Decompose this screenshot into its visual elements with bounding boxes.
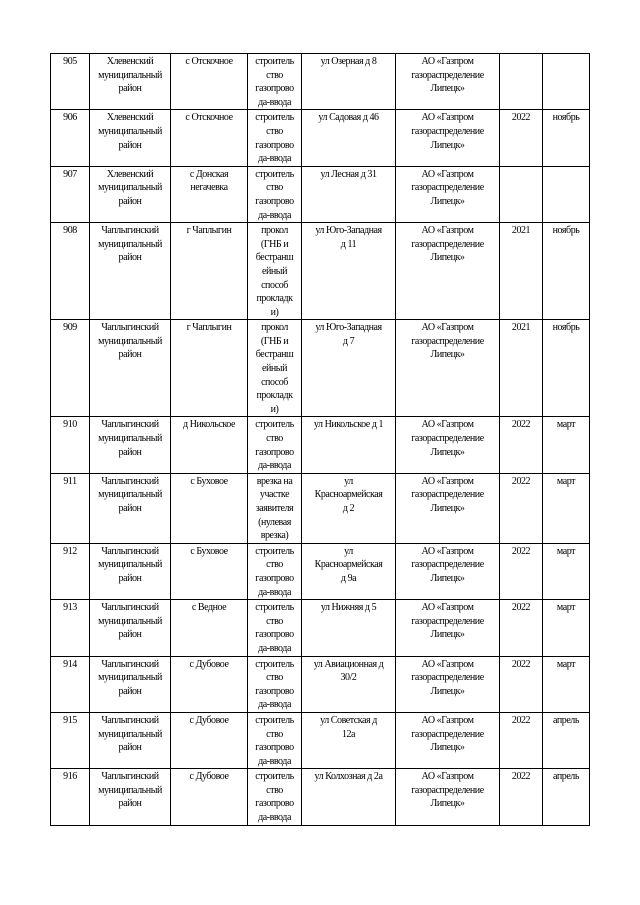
district-cell-text: Чаплыгинский муниципальный район (98, 771, 162, 810)
month-cell-text: ноябрь (552, 225, 580, 237)
district-cell (90, 166, 171, 222)
organization-cell (396, 166, 500, 222)
table-row (51, 600, 590, 656)
address-cell-text: ул Никольское д 1 (313, 419, 384, 431)
row-number-text: 905 (63, 56, 77, 67)
address-cell-text: ул Юго-Западная д 11 (315, 225, 382, 250)
year-cell (500, 320, 543, 417)
work-type-cell (248, 656, 302, 712)
month-cell (543, 769, 590, 825)
district-cell-text: Хлевенский муниципальный район (98, 56, 162, 95)
year-cell-text: 2022 (511, 602, 531, 614)
address-cell-text: ул Юго-Западная д 7 (315, 322, 382, 347)
address-cell (302, 543, 396, 599)
month-cell (543, 712, 590, 768)
row-number-text: 906 (63, 112, 77, 124)
month-cell (543, 417, 590, 473)
address-cell (302, 473, 396, 543)
district-cell (90, 473, 171, 543)
organization-cell-text: АО «Газпром газораспределение Липецк» (411, 112, 484, 151)
address-cell (302, 712, 396, 768)
settlement-cell-text: с Дубовое (189, 714, 229, 726)
year-cell-text: 2022 (511, 545, 531, 557)
work-type-cell (248, 166, 302, 222)
month-cell-text: апрель (553, 771, 579, 783)
settlement-cell (171, 54, 248, 110)
settlement-cell (171, 600, 248, 656)
organization-cell-text: АО «Газпром газораспределение Липецк» (411, 714, 484, 754)
year-cell (500, 769, 543, 825)
settlement-cell (171, 166, 248, 222)
district-cell (90, 600, 171, 656)
address-cell (302, 656, 396, 712)
organization-cell (396, 656, 500, 712)
table-body (51, 54, 590, 826)
district-cell-text: Чаплыгинский муниципальный район (98, 475, 162, 514)
table-row (51, 417, 590, 473)
table-row (51, 166, 590, 222)
row-number (51, 543, 90, 599)
month-cell-text: март (556, 658, 576, 670)
month-cell (543, 54, 590, 110)
settlement-cell (171, 543, 248, 599)
settlement-cell (171, 110, 248, 166)
organization-cell-text: АО «Газпром газораспределение Липецк» (411, 419, 484, 458)
address-cell (302, 417, 396, 473)
year-cell-text: 2021 (511, 225, 531, 237)
address-cell (302, 166, 396, 222)
work-type-cell (248, 600, 302, 656)
organization-cell-text: АО «Газпром газораспределение Липецк» (411, 545, 484, 584)
row-number-text: 907 (63, 168, 77, 180)
settlement-cell-text: г Чаплыгин (186, 322, 232, 334)
address-cell (302, 110, 396, 166)
settlement-cell-text: с Отскочное (185, 112, 233, 124)
settlement-cell-text: с Донская негачевка (189, 168, 229, 194)
district-cell (90, 656, 171, 712)
district-cell (90, 110, 171, 166)
district-cell (90, 417, 171, 473)
district-cell-text: Чаплыгинский муниципальный район (98, 658, 162, 697)
organization-cell-text: АО «Газпром газораспределение Липецк» (411, 658, 484, 697)
settlement-cell (171, 417, 248, 473)
organization-cell (396, 543, 500, 599)
work-type-cell (248, 543, 302, 599)
organization-cell-text: АО «Газпром газораспределение Липецк» (411, 771, 484, 810)
year-cell-text: 2022 (511, 475, 531, 487)
row-number-text: 911 (63, 475, 77, 487)
month-cell-text: март (556, 475, 576, 487)
organization-cell-text: АО «Газпром газораспределение Липецк» (411, 322, 484, 361)
month-cell-text: апрель (553, 714, 579, 726)
address-cell-text: ул Колхозная д 2а (314, 771, 383, 783)
year-cell-text: 2022 (511, 419, 531, 431)
row-number-text: 914 (63, 658, 77, 670)
district-cell-text: Чаплыгинский муниципальный район (98, 714, 162, 754)
table-row (51, 769, 590, 825)
address-cell (302, 320, 396, 417)
organization-cell (396, 712, 500, 768)
address-cell (302, 600, 396, 656)
year-cell (500, 223, 543, 320)
work-type-cell-text: строитель ство газопрово да-ввода (255, 602, 294, 654)
table-row (51, 110, 590, 166)
district-cell-text: Чаплыгинский муниципальный район (98, 322, 162, 361)
address-cell (302, 223, 396, 320)
row-number-text: 913 (63, 602, 77, 614)
year-cell (500, 110, 543, 166)
year-cell-text: 2022 (511, 714, 531, 726)
address-cell-text: ул Авиационная д 30/2 (313, 658, 384, 684)
year-cell (500, 656, 543, 712)
organization-cell-text: АО «Газпром газораспределение Липецк» (411, 602, 484, 641)
row-number-text: 916 (63, 771, 77, 783)
work-type-cell (248, 320, 302, 417)
district-cell-text: Хлевенский муниципальный район (98, 112, 162, 151)
organization-cell (396, 600, 500, 656)
data-table (50, 53, 590, 826)
organization-cell (396, 320, 500, 417)
settlement-cell (171, 712, 248, 768)
work-type-cell-text: строитель ство газопрово да-ввода (255, 168, 294, 221)
settlement-cell (171, 656, 248, 712)
year-cell (500, 166, 543, 222)
row-number (51, 110, 90, 166)
month-cell-text: март (556, 545, 576, 557)
address-cell-text: ул Озерная д 8 (320, 56, 377, 67)
year-cell (500, 473, 543, 543)
organization-cell (396, 223, 500, 320)
work-type-cell (248, 110, 302, 166)
district-cell-text: Чаплыгинский муниципальный район (98, 545, 162, 584)
table-row (51, 54, 590, 110)
row-number (51, 166, 90, 222)
row-number (51, 223, 90, 320)
work-type-cell-text: врезка на участке заявителя (нулевая врезка) (255, 475, 294, 542)
work-type-cell-text: строитель ство газопрово да-ввода (255, 56, 294, 108)
work-type-cell-text: строитель ство газопрово да-ввода (255, 419, 294, 472)
address-cell-text: ул Красноармейская д 2 (314, 475, 383, 514)
row-number (51, 320, 90, 417)
month-cell (543, 656, 590, 712)
month-cell (543, 110, 590, 166)
row-number (51, 712, 90, 768)
district-cell (90, 320, 171, 417)
row-number-text: 908 (63, 225, 77, 237)
month-cell (543, 320, 590, 417)
year-cell (500, 417, 543, 473)
settlement-cell (171, 473, 248, 543)
organization-cell-text: АО «Газпром газораспределение Липецк» (411, 475, 484, 514)
organization-cell (396, 473, 500, 543)
table-row (51, 473, 590, 543)
district-cell (90, 223, 171, 320)
settlement-cell-text: с Дубовое (189, 658, 229, 670)
organization-cell-text: АО «Газпром газораспределение Липецк» (411, 56, 484, 95)
row-number (51, 417, 90, 473)
address-cell-text: ул Садовая д 46 (318, 112, 379, 124)
district-cell-text: Чаплыгинский муниципальный район (98, 602, 162, 641)
settlement-cell-text: д Никольское (183, 419, 235, 431)
year-cell-text: 2021 (511, 322, 531, 334)
row-number (51, 600, 90, 656)
work-type-cell (248, 473, 302, 543)
settlement-cell (171, 769, 248, 825)
work-type-cell-text: строитель ство газопрово да-ввода (255, 658, 294, 711)
district-cell-text: Чаплыгинский муниципальный район (98, 419, 162, 458)
work-type-cell (248, 223, 302, 320)
settlement-cell-text: с Буховое (190, 545, 228, 557)
row-number (51, 473, 90, 543)
address-cell-text: ул Советская д 12а (320, 714, 377, 740)
settlement-cell-text: с Буховое (190, 475, 228, 487)
district-cell (90, 543, 171, 599)
table-row (51, 543, 590, 599)
month-cell (543, 166, 590, 222)
settlement-cell (171, 223, 248, 320)
district-cell-text: Хлевенский муниципальный район (98, 168, 162, 207)
row-number (51, 54, 90, 110)
row-number (51, 769, 90, 825)
organization-cell (396, 54, 500, 110)
settlement-cell (171, 320, 248, 417)
row-number-text: 915 (63, 714, 77, 726)
month-cell-text: март (556, 602, 576, 614)
address-cell-text: ул Нижняя д 5 (320, 602, 377, 614)
address-cell-text: ул Лесная д 31 (320, 168, 377, 180)
work-type-cell (248, 769, 302, 825)
row-number (51, 656, 90, 712)
month-cell-text: март (556, 419, 576, 431)
district-cell (90, 712, 171, 768)
work-type-cell (248, 54, 302, 110)
year-cell-text: 2022 (511, 658, 531, 670)
settlement-cell-text: с Ведное (191, 602, 227, 614)
address-cell-text: ул Красноармейская д 9а (314, 545, 383, 584)
organization-cell-text: АО «Газпром газораспределение Липецк» (411, 168, 484, 207)
settlement-cell-text: с Дубовое (189, 771, 229, 783)
table-row (51, 223, 590, 320)
year-cell (500, 600, 543, 656)
table-row (51, 656, 590, 712)
work-type-cell-text: прокол (ГНБ и бестранш ейный способ прокладк и) (255, 322, 294, 415)
table-row (51, 320, 590, 417)
table-row (51, 712, 590, 768)
work-type-cell-text: прокол (ГНБ и бестранш ейный способ прокладк и) (255, 225, 294, 318)
year-cell (500, 54, 543, 110)
organization-cell (396, 110, 500, 166)
month-cell-text: ноябрь (552, 322, 580, 334)
month-cell (543, 223, 590, 320)
work-type-cell-text: строитель ство газопрово да-ввода (255, 771, 294, 824)
address-cell (302, 769, 396, 825)
work-type-cell-text: строитель ство газопрово да-ввода (255, 545, 294, 598)
district-cell (90, 54, 171, 110)
organization-cell (396, 769, 500, 825)
month-cell (543, 543, 590, 599)
organization-cell-text: АО «Газпром газораспределение Липецк» (411, 225, 484, 264)
work-type-cell (248, 712, 302, 768)
settlement-cell-text: с Отскочное (185, 56, 233, 67)
address-cell (302, 54, 396, 110)
year-cell (500, 543, 543, 599)
year-cell-text: 2022 (511, 112, 531, 124)
settlement-cell-text: г Чаплыгин (186, 225, 232, 237)
year-cell-text: 2022 (511, 771, 531, 783)
month-cell-text: ноябрь (552, 112, 580, 124)
work-type-cell-text: строитель ство газопрово да-ввода (255, 112, 294, 165)
month-cell (543, 473, 590, 543)
row-number-text: 910 (63, 419, 77, 431)
organization-cell (396, 417, 500, 473)
work-type-cell-text: строитель ство газопрово да-ввода (255, 714, 294, 767)
year-cell (500, 712, 543, 768)
row-number-text: 912 (63, 545, 77, 557)
month-cell (543, 600, 590, 656)
district-cell-text: Чаплыгинский муниципальный район (98, 225, 162, 264)
work-type-cell (248, 417, 302, 473)
district-cell (90, 769, 171, 825)
row-number-text: 909 (63, 322, 77, 334)
